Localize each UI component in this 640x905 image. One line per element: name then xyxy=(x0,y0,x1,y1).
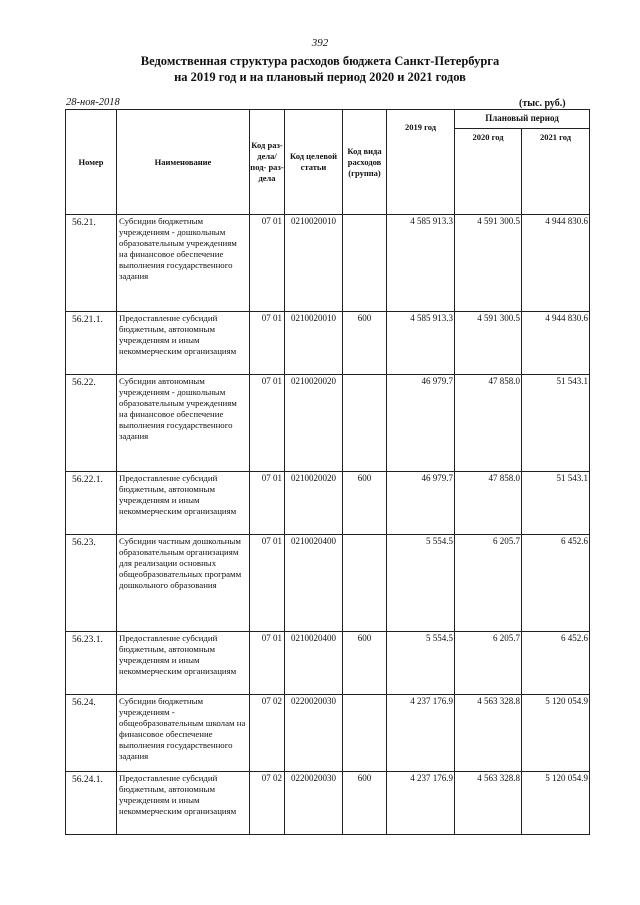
row-target-code: 0210020020 xyxy=(285,472,343,535)
row-amount-2019: 4 585 913.3 xyxy=(387,215,455,312)
row-number: 56.21.1. xyxy=(66,312,117,375)
row-section-code: 07 01 xyxy=(250,312,285,375)
header-plan-period: Плановый период xyxy=(455,110,590,129)
row-section-code: 07 01 xyxy=(250,632,285,695)
row-expense-group xyxy=(343,215,387,312)
row-expense-group: 600 xyxy=(343,472,387,535)
row-section-code: 07 01 xyxy=(250,215,285,312)
header-name: Наименование xyxy=(117,110,250,215)
table-row xyxy=(66,472,590,535)
title-line-1: Ведомственная структура расходов бюджета Санкт-Петербурга xyxy=(140,54,500,68)
row-section-code: 07 02 xyxy=(250,695,285,772)
header-expense-group-code: Код вида расходов (группа) xyxy=(343,110,387,215)
row-name: Предоставление субсидий бюджетным, автономным учреждениям и иным некоммерческим организациям xyxy=(117,632,250,695)
row-amount-2019: 5 554.5 xyxy=(387,632,455,695)
row-amount-2020: 47 858.0 xyxy=(455,375,522,472)
row-amount-2021: 51 543.1 xyxy=(522,375,590,472)
row-expense-group: 600 xyxy=(343,632,387,695)
table-row xyxy=(66,375,590,472)
row-target-code: 0210020010 xyxy=(285,215,343,312)
row-amount-2020: 4 591 300.5 xyxy=(455,312,522,375)
row-target-code: 0220020030 xyxy=(285,695,343,772)
row-amount-2020: 4 563 328.8 xyxy=(455,695,522,772)
row-amount-2021: 6 452.6 xyxy=(522,535,590,632)
title-line-2: на 2019 год и на плановый период 2020 и 2021 годов xyxy=(174,70,466,84)
row-target-code: 0210020010 xyxy=(285,312,343,375)
header-year-2020: 2020 год xyxy=(455,129,522,215)
row-section-code: 07 01 xyxy=(250,472,285,535)
row-amount-2020: 47 858.0 xyxy=(455,472,522,535)
row-name: Субсидии автономным учреждениям - дошкольным образовательным учреждениям на финансовое обеспечение выполнения государственного задания xyxy=(117,375,250,472)
row-expense-group xyxy=(343,375,387,472)
row-number: 56.21. xyxy=(66,215,117,312)
row-amount-2021: 5 120 054.9 xyxy=(522,695,590,772)
document-title xyxy=(0,53,640,85)
row-name: Субсидии бюджетным учреждениям - дошкольным образовательным учреждениям на финансовое обеспечение выполнения государственного задания xyxy=(117,215,250,312)
row-expense-group xyxy=(343,695,387,772)
row-expense-group: 600 xyxy=(343,772,387,835)
row-name: Субсидии бюджетным учреждениям - общеобразовательным школам на финансовое обеспечение выполнения государственного задания xyxy=(117,695,250,772)
row-section-code: 07 02 xyxy=(250,772,285,835)
table-row xyxy=(66,215,590,312)
row-target-code: 0210020020 xyxy=(285,375,343,472)
row-amount-2020: 4 563 328.8 xyxy=(455,772,522,835)
header-year-2019: 2019 год xyxy=(387,110,455,215)
row-number: 56.24. xyxy=(66,695,117,772)
table-row xyxy=(66,695,590,772)
header-number: Номер xyxy=(66,110,117,215)
page-number: 392 xyxy=(311,37,329,49)
header-year-2021: 2021 год xyxy=(522,129,590,215)
row-amount-2020: 6 205.7 xyxy=(455,535,522,632)
row-amount-2021: 4 944 830.6 xyxy=(522,312,590,375)
row-amount-2019: 4 237 176.9 xyxy=(387,695,455,772)
row-amount-2019: 5 554.5 xyxy=(387,535,455,632)
table-row xyxy=(66,312,590,375)
row-amount-2021: 51 543.1 xyxy=(522,472,590,535)
table-row xyxy=(66,535,590,632)
row-name: Предоставление субсидий бюджетным, автономным учреждениям и иным некоммерческим организациям xyxy=(117,312,250,375)
row-number: 56.23. xyxy=(66,535,117,632)
row-name: Субсидии частным дошкольным образовательным организациям для реализации основных общеобразовательных программ дошкольного образования xyxy=(117,535,250,632)
row-name: Предоставление субсидий бюджетным, автономным учреждениям и иным некоммерческим организациям xyxy=(117,772,250,835)
document-date: 28-ноя-2018 xyxy=(66,97,120,108)
row-number: 56.24.1. xyxy=(66,772,117,835)
row-amount-2019: 4 585 913.3 xyxy=(387,312,455,375)
row-target-code: 0210020400 xyxy=(285,535,343,632)
row-amount-2019: 4 237 176.9 xyxy=(387,772,455,835)
row-expense-group: 600 xyxy=(343,312,387,375)
row-amount-2021: 5 120 054.9 xyxy=(522,772,590,835)
table-row xyxy=(66,632,590,695)
budget-table xyxy=(65,109,590,835)
row-target-code: 0220020030 xyxy=(285,772,343,835)
row-amount-2019: 46 979.7 xyxy=(387,375,455,472)
row-section-code: 07 01 xyxy=(250,535,285,632)
header-target-code: Код целевой статьи xyxy=(285,110,343,215)
row-number: 56.22. xyxy=(66,375,117,472)
header-section-code: Код раз- дела/ под- раз- дела xyxy=(250,110,285,215)
row-amount-2020: 4 591 300.5 xyxy=(455,215,522,312)
row-name: Предоставление субсидий бюджетным, автономным учреждениям и иным некоммерческим организациям xyxy=(117,472,250,535)
row-number: 56.23.1. xyxy=(66,632,117,695)
row-amount-2021: 6 452.6 xyxy=(522,632,590,695)
row-amount-2019: 46 979.7 xyxy=(387,472,455,535)
table-row xyxy=(66,772,590,835)
row-amount-2020: 6 205.7 xyxy=(455,632,522,695)
row-section-code: 07 01 xyxy=(250,375,285,472)
units-label: (тыс. руб.) xyxy=(519,98,566,109)
row-target-code: 0210020400 xyxy=(285,632,343,695)
row-number: 56.22.1. xyxy=(66,472,117,535)
row-expense-group xyxy=(343,535,387,632)
row-amount-2021: 4 944 830.6 xyxy=(522,215,590,312)
